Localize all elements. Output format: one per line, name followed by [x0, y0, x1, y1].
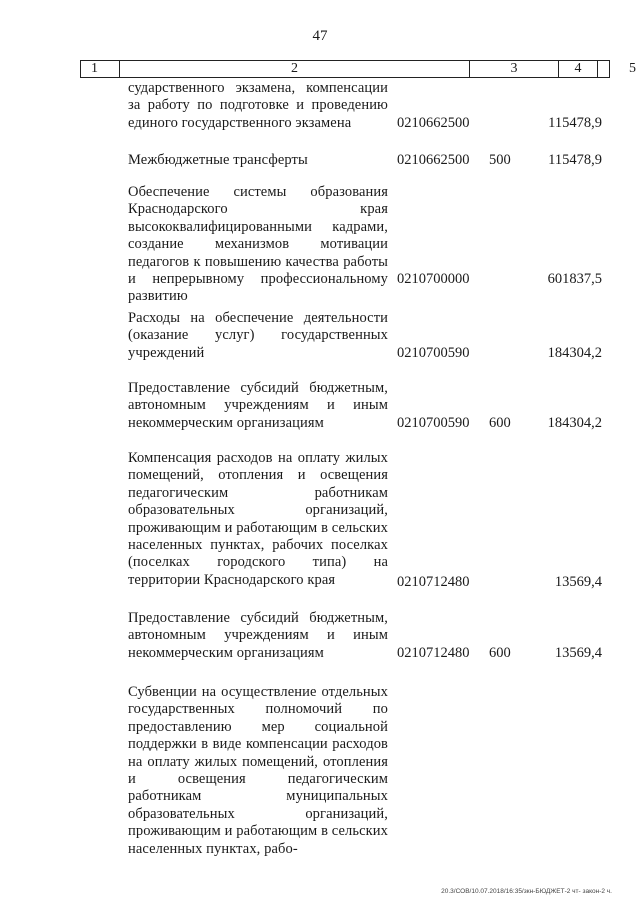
row-name: Предоставление субсидий бюджетным, автономным учреждениям и иным некоммерческим организациям — [128, 380, 388, 431]
row-sum: 115478,9 — [548, 152, 602, 168]
header-col-2: 2 — [120, 61, 470, 77]
header-col-4: 4 — [559, 61, 598, 77]
document-footer: 20.3/СОВ/10.07.2018/16:35/зкн-БЮДЖЕТ-2 чт- закон-2 ч. — [441, 888, 612, 895]
header-col-5: 5 — [629, 61, 636, 76]
row-name: Обеспечение системы образования Краснодарского края высококвалифицированными кадрами, создание механизмов мотивации педагогов к повышению качества работы и непрерывному профессиональному развитию — [128, 184, 388, 305]
row-code: 0210700590 — [397, 344, 470, 361]
page-number: 47 — [312, 28, 328, 44]
header-col-1: 1 — [81, 61, 120, 77]
row-name: Предоставление субсидий бюджетным, автономным учреждениям и иным некоммерческим организациям — [128, 610, 388, 661]
row-name: Субвенции на осуществление отдельных государственных полномочий по предоставлению мер социальной поддержки в виде компенсации расходов на оплату жилых помещений, отопления и освещения педагогическим работникам муниципальных образовательных организаций, проживающим и работающим в сельских населенных пунктах, рабо- — [128, 684, 388, 857]
row-code: 0210662500 — [397, 152, 470, 168]
row-code: 0210700000 — [397, 271, 470, 287]
row-code: 0210712480 — [397, 574, 470, 590]
row-name: сударственного экзамена, компенсации за работу по подготовке и проведению единого государственного экзамена — [128, 80, 388, 131]
row-code: 0210662500 — [397, 114, 470, 131]
row-sum: 13569,4 — [554, 644, 602, 661]
row-code: 0210712480 — [397, 644, 470, 661]
row-sum: 13569,4 — [554, 574, 602, 590]
row-vr: 600 — [489, 414, 511, 431]
row-name: Расходы на обеспечение деятельности (оказание услуг) государственных учреждений — [128, 310, 388, 361]
table-header — [80, 60, 636, 78]
row-code: 0210700590 — [397, 414, 470, 431]
row-sum: 184304,2 — [547, 344, 602, 361]
row-sum: 601837,5 — [547, 271, 602, 287]
row-sum: 184304,2 — [547, 414, 602, 431]
row-sum: 115478,9 — [548, 114, 602, 131]
header-col-3: 3 — [470, 61, 559, 77]
row-vr: 600 — [489, 644, 511, 661]
row-name: Межбюджетные трансферты — [128, 152, 308, 168]
row-vr: 500 — [489, 152, 511, 168]
row-name: Компенсация расходов на оплату жилых помещений, отопления и освещения педагогическим работникам образовательных организаций, проживающим и работающим в сельских населенных пунктах, рабочих поселках (поселках городского типа) на территории Краснодарского края — [128, 450, 388, 588]
